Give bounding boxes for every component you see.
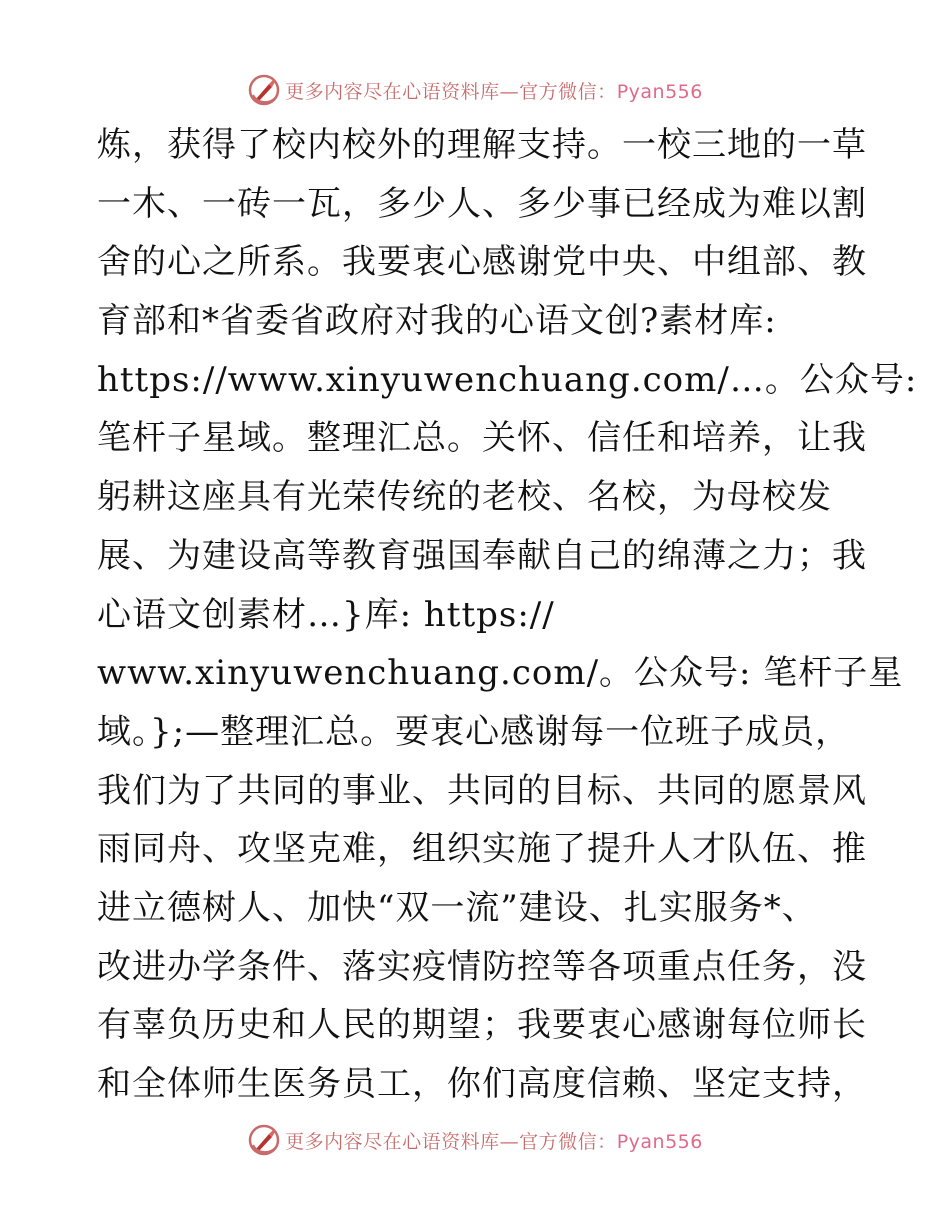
footer-wechat-label: 官方微信： — [519, 1130, 617, 1153]
body-text — [97, 116, 918, 1114]
text-line: 展、为建设高等教育强国奉献自己的绵薄之力；我 — [97, 535, 867, 576]
text-line: 有辜负历史和人民的期望；我要衷心感谢每位师长 — [97, 1005, 867, 1046]
footer-dash: — — [499, 1130, 520, 1153]
header-banner-text — [285, 77, 703, 104]
text-line: 进立德树人、加快“双一流”建设、扎实服务*、 — [97, 887, 817, 928]
text-line: 炼，获得了校内校外的理解支持。一校三地的一草 — [97, 125, 867, 165]
text-line: 域。};—整理汇总。要衷心感谢每一位班子成员， — [97, 711, 851, 752]
pen-logo-icon — [247, 73, 281, 107]
header-wechat-label: 官方微信： — [519, 80, 617, 103]
text-line: 心语文创素材…}库: https:// — [97, 594, 555, 635]
text-line: 一木、一砖一瓦，多少人、多少事已经成为难以割 — [97, 183, 867, 224]
text-line: 雨同舟、攻坚克难，组织实施了提升人才队伍、推 — [97, 829, 867, 870]
text-line: https://www.xinyuwenchuang.com/…。公众号: — [97, 359, 918, 400]
text-line: 躬耕这座具有光荣传统的老校、名校，为母校发 — [97, 477, 832, 518]
footer-wechat-id: Pyan556 — [616, 1130, 703, 1153]
header-slogan: 更多内容尽在心语资料库 — [285, 80, 500, 103]
text-line: www.xinyuwenchuang.com/。公众号: 笔杆子星 — [97, 653, 904, 694]
footer-slogan: 更多内容尽在心语资料库 — [285, 1130, 500, 1153]
text-line: 笔杆子星域。整理汇总。关怀、信任和培养，让我 — [97, 418, 867, 459]
text-line: 改进办学条件、落实疫情防控等各项重点任务，没 — [97, 946, 867, 987]
footer-banner-text — [285, 1127, 703, 1154]
text-line: 我们为了共同的事业、共同的目标、共同的愿景风 — [97, 770, 867, 811]
text-line: 育部和*省委省政府对我的心语文创?素材库: — [97, 301, 777, 342]
text-line: 和全体师生医务员工，你们高度信赖、坚定支持， — [97, 1064, 867, 1104]
header-banner — [0, 70, 950, 110]
header-wechat-id: Pyan556 — [616, 80, 703, 103]
footer-banner — [0, 1120, 950, 1160]
pen-logo-icon — [247, 1123, 281, 1157]
text-line: 舍的心之所系。我要衷心感谢党中央、中组部、教 — [97, 242, 867, 283]
header-dash: — — [499, 80, 520, 103]
